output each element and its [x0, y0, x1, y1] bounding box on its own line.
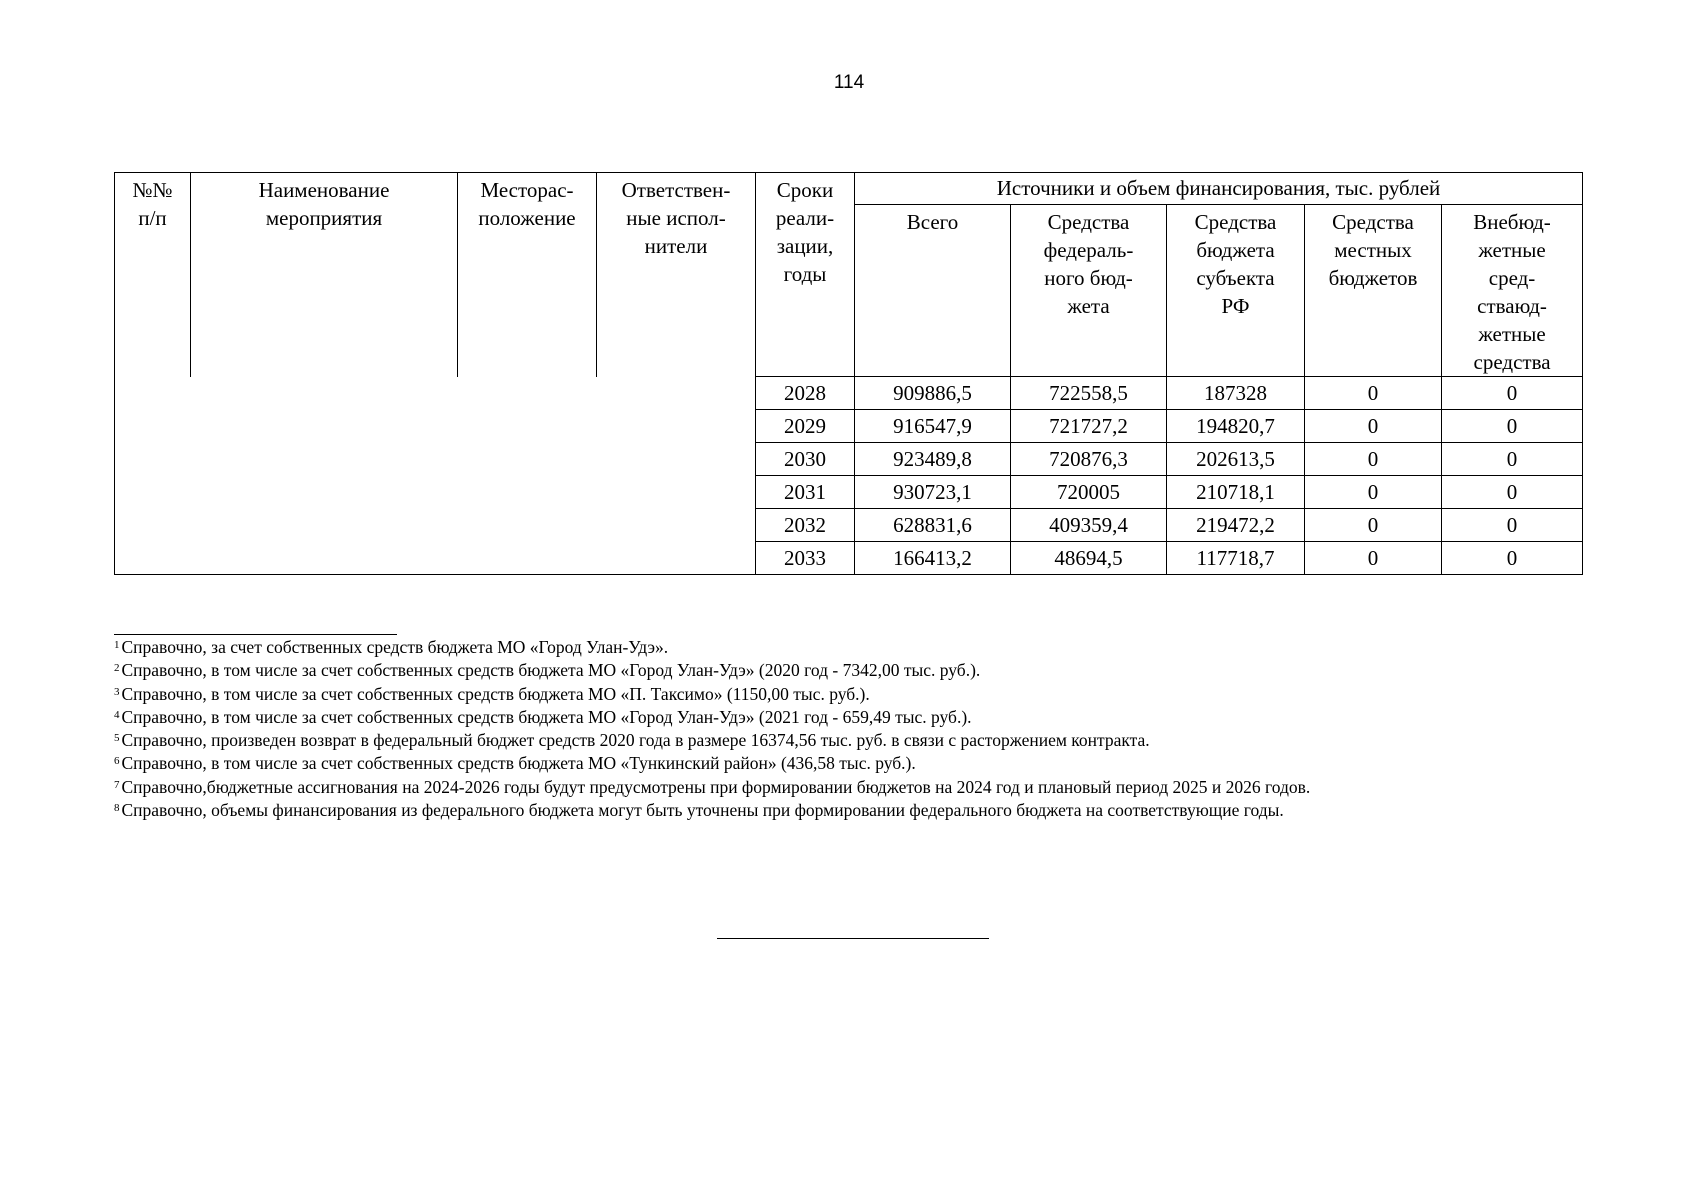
footnote-mark: 5 — [114, 732, 120, 745]
footnote — [114, 683, 1594, 706]
cell-total: 909886,5 — [855, 377, 1011, 410]
cell-local: 0 — [1305, 542, 1442, 575]
cell-year: 2030 — [756, 443, 855, 476]
footnote-mark: 4 — [114, 708, 120, 721]
footnote — [114, 776, 1594, 799]
footnote — [114, 729, 1594, 752]
header-period: Сроки реали- зации, годы — [756, 173, 855, 377]
header-offbudget: Внебюд- жетные сред- стваюд- жетные средства — [1442, 205, 1583, 377]
cell-total: 916547,9 — [855, 410, 1011, 443]
cell-offbudget: 0 — [1442, 410, 1583, 443]
cell-local: 0 — [1305, 377, 1442, 410]
cell-federal: 409359,4 — [1011, 509, 1167, 542]
footnote-mark: 6 — [114, 755, 120, 768]
cell-offbudget: 0 — [1442, 443, 1583, 476]
cell-offbudget: 0 — [1442, 542, 1583, 575]
footnotes — [114, 636, 1594, 822]
header-regional: Средства бюджета субъекта РФ — [1167, 205, 1305, 377]
footnote-mark: 7 — [114, 778, 120, 791]
header-name: Наименование мероприятия — [191, 173, 458, 377]
cell-year: 2032 — [756, 509, 855, 542]
footnote — [114, 636, 1594, 659]
cell-regional: 202613,5 — [1167, 443, 1305, 476]
cell-total: 923489,8 — [855, 443, 1011, 476]
cell-federal: 722558,5 — [1011, 377, 1167, 410]
header-federal: Средства федераль- ного бюд- жета — [1011, 205, 1167, 377]
footnote-text: Справочно, в том числе за счет собственных средств бюджета МО «Город Улан-Удэ» (2020 год - 7342,00 тыс. руб.). — [121, 660, 981, 681]
footnote — [114, 706, 1594, 729]
footnote — [114, 659, 1594, 682]
header-num: №№ п/п — [115, 173, 191, 377]
cell-federal: 48694,5 — [1011, 542, 1167, 575]
cell-total: 628831,6 — [855, 509, 1011, 542]
footnote-text: Справочно,бюджетные ассигнования на 2024-2026 годы будут предусмотрены при формировании бюджетов на 2024 год и плановый период 2025 и 2026 годов. — [121, 776, 1311, 797]
cell-year: 2029 — [756, 410, 855, 443]
cell-regional: 194820,7 — [1167, 410, 1305, 443]
cell-regional: 187328 — [1167, 377, 1305, 410]
cell-federal: 720876,3 — [1011, 443, 1167, 476]
cell-year: 2031 — [756, 476, 855, 509]
cell-offbudget: 0 — [1442, 377, 1583, 410]
cell-local: 0 — [1305, 410, 1442, 443]
cell-local: 0 — [1305, 509, 1442, 542]
header-total: Всего — [855, 205, 1011, 377]
table-row — [115, 377, 1583, 410]
cell-total: 166413,2 — [855, 542, 1011, 575]
header-local: Средства местных бюджетов — [1305, 205, 1442, 377]
footnote-text: Справочно, в том числе за счет собственных средств бюджета МО «Тункинский район» (436,58 тыс. руб.). — [121, 753, 916, 774]
cell-offbudget: 0 — [1442, 509, 1583, 542]
footnote-mark: 3 — [114, 685, 120, 698]
cell-regional: 219472,2 — [1167, 509, 1305, 542]
cell-regional: 117718,7 — [1167, 542, 1305, 575]
footnote — [114, 799, 1594, 822]
cell-federal: 720005 — [1011, 476, 1167, 509]
header-responsible: Ответствен- ные испол- нители — [597, 173, 756, 377]
cell-regional: 210718,1 — [1167, 476, 1305, 509]
merged-empty-cell — [115, 377, 756, 575]
footnote-text: Справочно, за счет собственных средств бюджета МО «Город Улан-Удэ». — [121, 637, 669, 657]
financing-table — [114, 172, 1583, 575]
footnote-text: Справочно, в том числе за счет собственных средств бюджета МО «П. Таксимо» (1150,00 тыс. руб.). — [121, 683, 870, 704]
footnote-text: Справочно, произведен возврат в федеральный бюджет средств 2020 года в размере 16374,56 тыс. руб. в связи с расторжением контракта. — [121, 730, 1150, 751]
cell-local: 0 — [1305, 443, 1442, 476]
footnote-separator — [114, 634, 397, 635]
cell-year: 2033 — [756, 542, 855, 575]
footnote-text: Справочно, в том числе за счет собственных средств бюджета МО «Город Улан-Удэ» (2021 год - 659,49 тыс. руб.). — [121, 706, 972, 727]
cell-year: 2028 — [756, 377, 855, 410]
cell-federal: 721727,2 — [1011, 410, 1167, 443]
end-separator-line — [717, 938, 989, 939]
header-sources-title: Источники и объем финансирования, тыс. рублей — [855, 173, 1583, 205]
cell-local: 0 — [1305, 476, 1442, 509]
cell-offbudget: 0 — [1442, 476, 1583, 509]
footnote-mark: 2 — [114, 662, 120, 675]
header-location: Месторас- положение — [458, 173, 597, 377]
footnote-mark: 8 — [114, 802, 120, 815]
cell-total: 930723,1 — [855, 476, 1011, 509]
footnote — [114, 752, 1594, 775]
page-number: 114 — [833, 72, 865, 93]
footnote-text: Справочно, объемы финансирования из федерального бюджета могут быть уточнены при формировании федерального бюджета на соответствующие годы. — [121, 800, 1284, 821]
footnote-mark: 1 — [114, 639, 120, 651]
